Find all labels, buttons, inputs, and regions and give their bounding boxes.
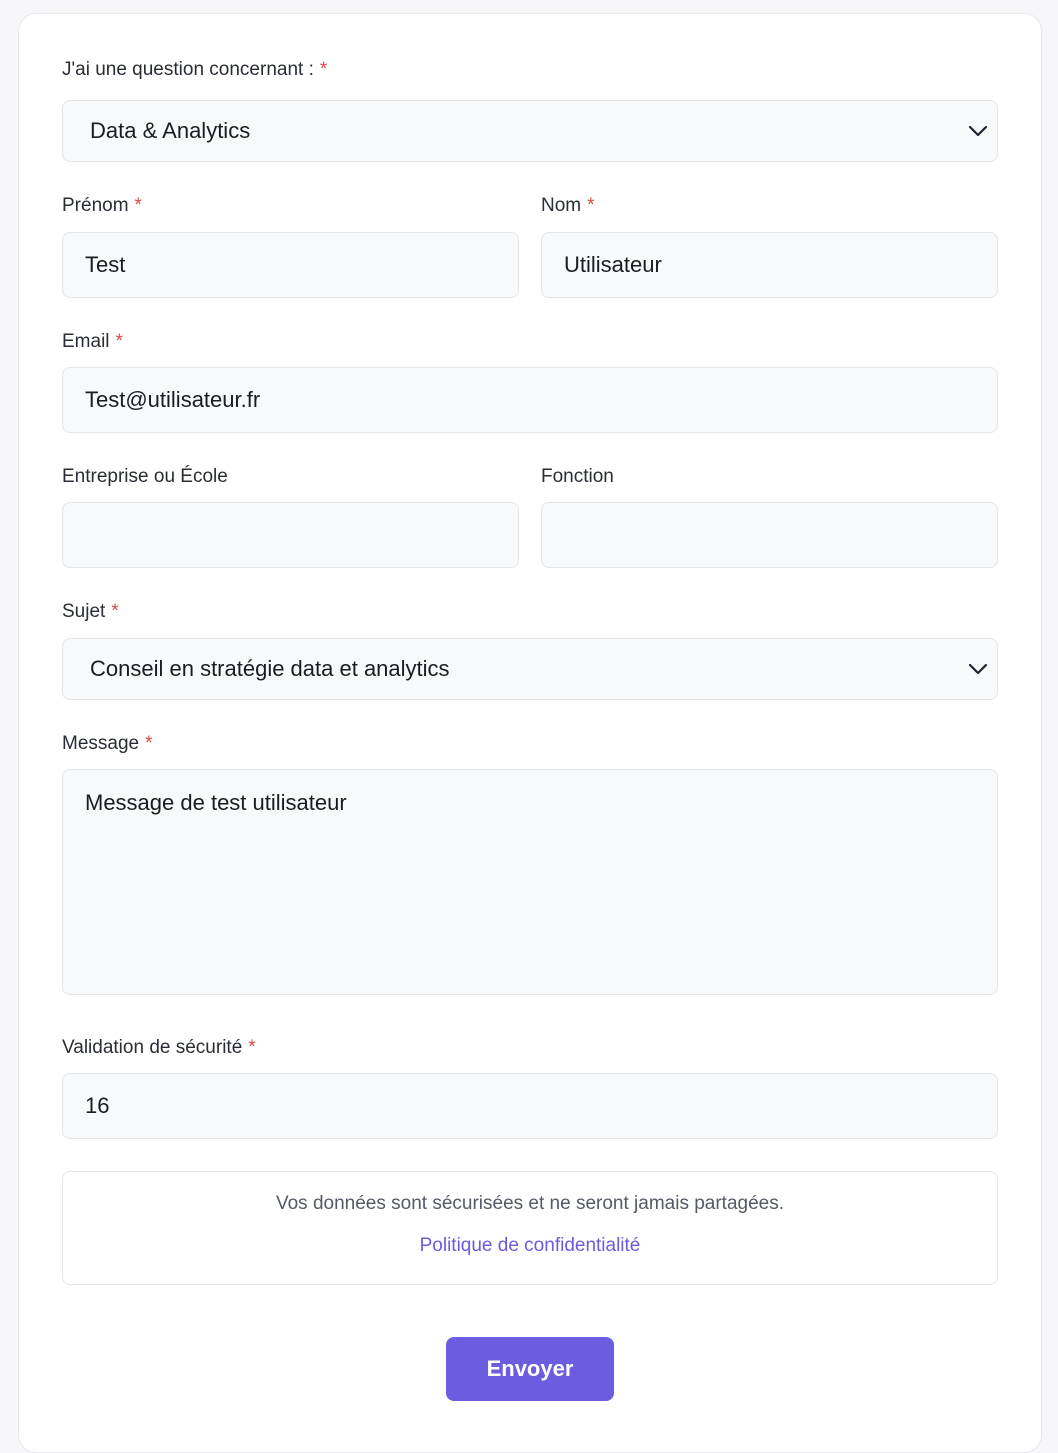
required-asterisk: * <box>145 733 153 754</box>
required-asterisk: * <box>111 601 119 622</box>
company-label-text: Entreprise ou École <box>62 466 228 487</box>
submit-button[interactable]: Envoyer <box>446 1337 614 1401</box>
chevron-down-icon <box>967 662 989 676</box>
privacy-notice <box>62 1171 998 1285</box>
job-input[interactable] <box>541 502 998 568</box>
required-asterisk: * <box>115 331 123 352</box>
required-asterisk: * <box>134 195 142 216</box>
email-label-text: Email <box>62 331 110 352</box>
message-label-text: Message <box>62 733 140 754</box>
first-name-label <box>62 195 142 217</box>
contact-form-card <box>18 13 1042 1453</box>
subject-select[interactable] <box>62 638 998 700</box>
last-name-label <box>541 195 595 217</box>
topic-label-text: J'ai une question concernant : <box>62 59 314 80</box>
security-label-text: Validation de sécurité <box>62 1037 243 1058</box>
required-asterisk: * <box>587 195 595 216</box>
subject-label <box>62 601 119 623</box>
first-name-label-text: Prénom <box>62 195 129 216</box>
job-label <box>541 466 614 488</box>
topic-label <box>62 59 327 81</box>
security-input[interactable] <box>62 1073 998 1139</box>
company-label <box>62 466 228 488</box>
security-label <box>62 1037 256 1059</box>
required-asterisk: * <box>319 59 328 80</box>
privacy-policy-link[interactable]: Politique de confidentialité <box>419 1235 641 1256</box>
last-name-label-text: Nom <box>541 195 582 216</box>
topic-select[interactable] <box>62 100 998 162</box>
subject-select-value: Conseil en stratégie data et analytics <box>90 656 450 681</box>
subject-label-text: Sujet <box>62 601 106 622</box>
email-label <box>62 331 123 353</box>
last-name-input[interactable] <box>541 232 998 298</box>
message-textarea-value: Message de test utilisateur <box>85 790 347 815</box>
first-name-input[interactable] <box>62 232 519 298</box>
job-label-text: Fonction <box>541 466 614 487</box>
email-input[interactable] <box>62 367 998 433</box>
topic-select-value: Data & Analytics <box>90 118 251 143</box>
chevron-down-icon <box>967 124 989 138</box>
message-label <box>62 733 153 755</box>
company-input[interactable] <box>62 502 519 568</box>
privacy-notice-text: Vos données sont sécurisées et ne seront jamais partagées. <box>275 1193 785 1214</box>
required-asterisk: * <box>248 1037 256 1058</box>
message-textarea[interactable] <box>62 769 998 995</box>
